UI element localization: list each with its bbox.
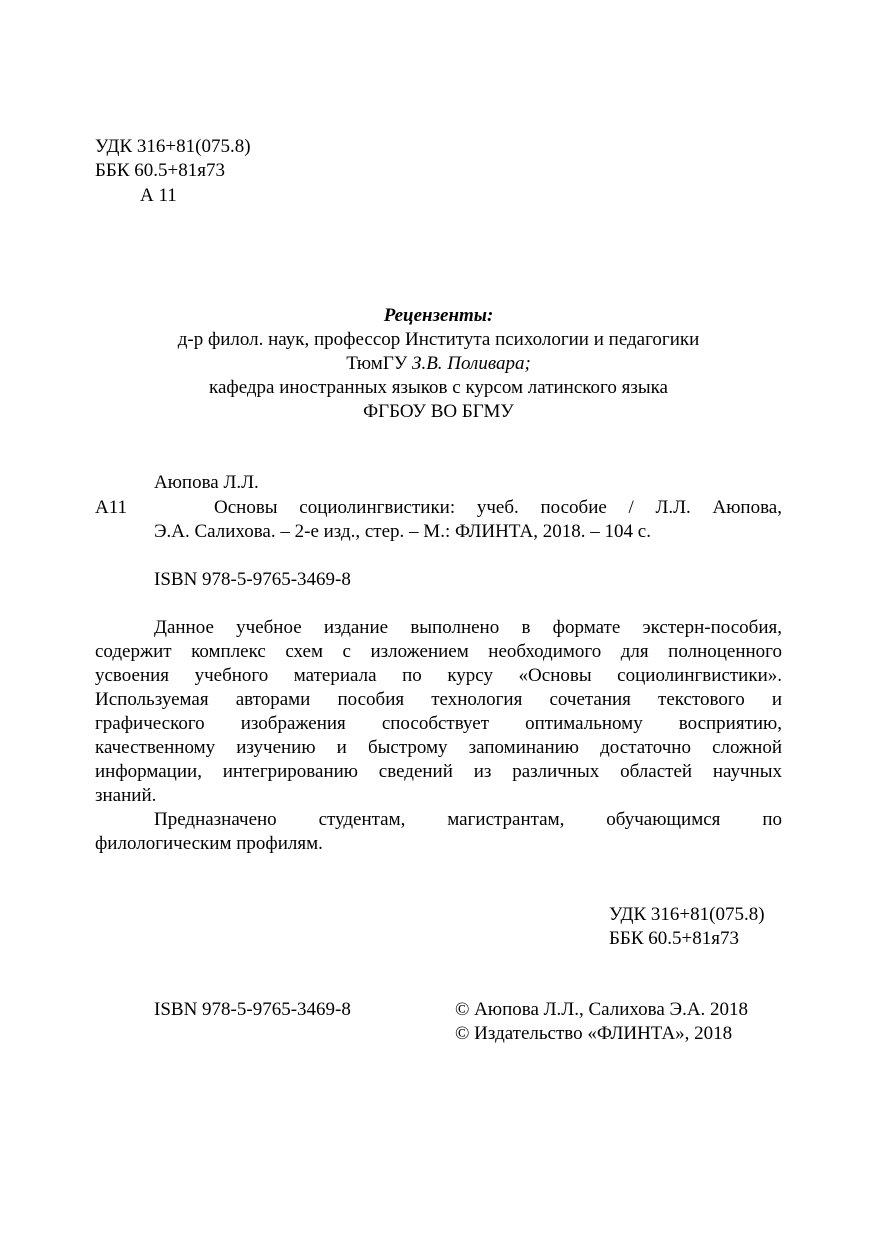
annotation-paragraph-2 [95, 808, 782, 856]
annotation-line: качественному изучению и быстрому запоминанию достаточно сложной [95, 737, 782, 758]
bottom-udk-code: УДК 316+81(075.8) [609, 904, 765, 925]
reviewer-1-name: З.В. Поливара; [412, 353, 531, 374]
bbk-code: ББК 60.5+81я73 [95, 160, 225, 181]
reviewer-2-line-2: ФГБОУ ВО БГМУ [363, 401, 514, 422]
author-mark: А 11 [140, 185, 177, 206]
annotation-line: филологическим профилям. [95, 833, 323, 854]
annotation-line: графического изображения способствует оптимальному восприятию, [95, 713, 782, 734]
annotation-line: усвоения учебного материала по курсу «Основы социолингвистики». [95, 665, 782, 686]
reviewer-1-affiliation: ТюмГУ [346, 353, 413, 374]
footer-isbn: ISBN 978-5-9765-3469-8 [154, 999, 351, 1020]
annotation-line: Данное учебное издание выполнено в формате экстерн-пособия, [154, 617, 782, 638]
bib-isbn: ISBN 978-5-9765-3469-8 [154, 569, 351, 590]
copyright-publisher: © Издательство «ФЛИНТА», 2018 [455, 1023, 733, 1044]
annotation-line: знаний. [95, 785, 157, 806]
bottom-bbk-code: ББК 60.5+81я73 [609, 928, 739, 949]
bib-mark: А11 [95, 497, 128, 518]
bib-line-2: Э.А. Салихова. – 2-е изд., стер. – М.: ФЛИНТА, 2018. – 104 с. [154, 521, 651, 542]
reviewer-1-line-1: д-р филол. наук, профессор Института психологии и педагогики [177, 329, 700, 350]
udk-code: УДК 316+81(075.8) [95, 136, 251, 157]
reviewers-heading: Рецензенты: [383, 305, 494, 326]
bib-line-1: Основы социолингвистики: учеб. пособие / Л.Л. Аюпова, [214, 497, 782, 518]
annotation-line: Предназначено студентам, магистрантам, обучающимся по [154, 809, 782, 830]
annotation-paragraph-1 [95, 616, 782, 808]
annotation-line: информации, интегрированию сведений из различных областей научных [95, 761, 782, 782]
copyright-authors: © Аюпова Л.Л., Салихова Э.А. 2018 [455, 999, 749, 1020]
reviewer-2-line-1: кафедра иностранных языков с курсом латинского языка [209, 377, 668, 398]
bib-author: Аюпова Л.Л. [154, 472, 259, 493]
annotation-line: Используемая авторами пособия технология сочетания текстового и [95, 689, 782, 710]
reviewer-1-line-2 [0, 352, 877, 376]
annotation-line: содержит комплекс схем с изложением необходимого для полноценного [95, 641, 782, 662]
